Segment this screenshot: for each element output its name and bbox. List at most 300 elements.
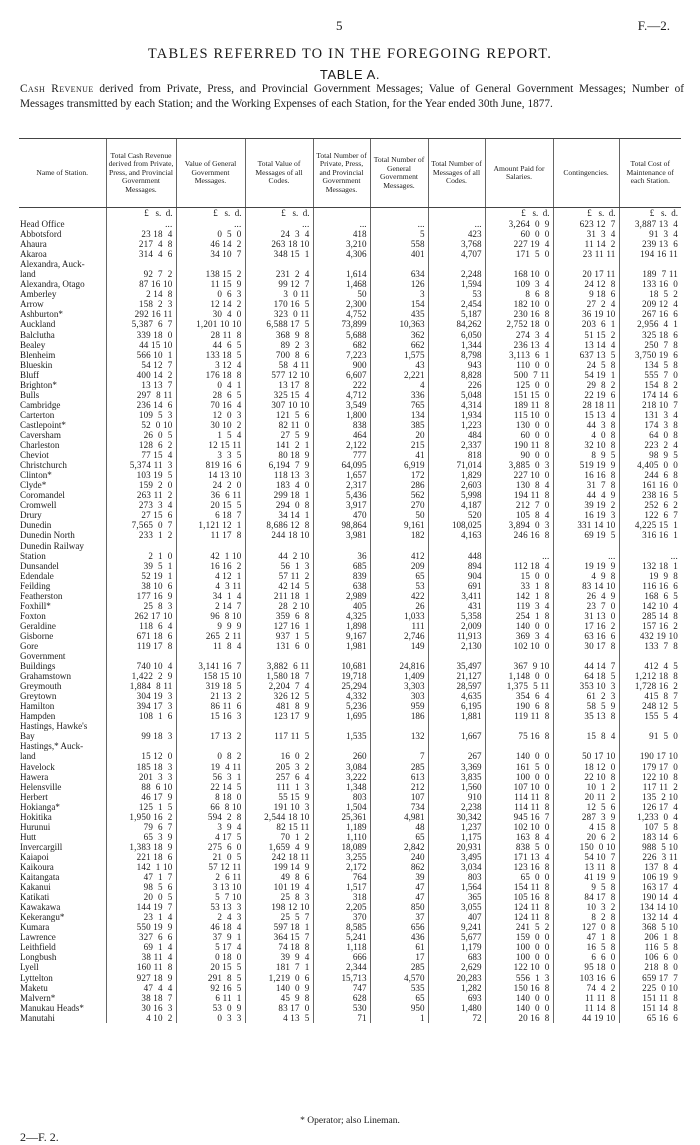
count-cell: 666 (313, 952, 370, 962)
count-cell: 61 (370, 942, 428, 952)
money-cell: 92 16 5 (176, 983, 245, 993)
money-cell: 174 14 6 (619, 390, 681, 400)
money-cell: 937 1 5 (245, 631, 313, 641)
count-cell (313, 651, 370, 661)
money-cell: 8 2 8 (553, 912, 619, 922)
count-cell: 2,221 (370, 370, 428, 380)
count-cell (428, 541, 485, 551)
count-cell: 405 (313, 601, 370, 611)
count-cell: 470 (313, 510, 370, 520)
table-row (19, 832, 681, 842)
money-cell: 359 6 8 (245, 611, 313, 621)
money-cell: 30 4 0 (176, 309, 245, 319)
count-cell: 65 (370, 832, 428, 842)
money-cell: 257 6 4 (245, 772, 313, 782)
units-cell: £ s. d. (619, 208, 681, 220)
count-cell: 685 (313, 561, 370, 571)
count-cell: 683 (428, 952, 485, 962)
money-cell: 66 8 10 (176, 802, 245, 812)
count-cell: 691 (428, 581, 485, 591)
station-name-cell: Hokitika (20, 811, 52, 822)
count-cell: 435 (370, 309, 428, 319)
station-name-cell: Lyell (20, 962, 39, 973)
money-cell: 82 15 11 (245, 822, 313, 832)
money-cell: 316 16 1 (619, 530, 681, 540)
station-name-cell: Dunedin (20, 520, 52, 531)
money-cell: 225 0 10 (619, 983, 681, 993)
money-cell: 15 16 3 (176, 711, 245, 721)
money-cell: 119 11 8 (485, 711, 553, 721)
money-cell: 190 11 8 (485, 440, 553, 450)
money-cell: 16 19 3 (553, 510, 619, 520)
money-cell: 206 1 8 (619, 932, 681, 942)
station-name-cell: Grahamstown (20, 671, 72, 682)
count-cell: 431 (428, 601, 485, 611)
station-name-cell: Hastings,* Auck- (20, 741, 84, 752)
money-cell: 115 10 0 (485, 410, 553, 420)
money-cell: 24 12 8 (553, 279, 619, 289)
money-cell: 111 1 3 (245, 782, 313, 792)
money-cell: 83 17 0 (245, 1003, 313, 1013)
money-cell: 3,882 6 11 (245, 661, 313, 671)
money-cell: 238 16 5 (619, 490, 681, 500)
count-cell: 5,048 (428, 390, 485, 400)
money-cell (176, 259, 245, 269)
count-cell: 628 (313, 993, 370, 1003)
money-cell: 36 6 11 (176, 490, 245, 500)
money-cell: 23 7 0 (553, 601, 619, 611)
money-cell: 199 14 9 (245, 862, 313, 872)
count-cell: 1,575 (370, 350, 428, 360)
money-cell: 3,113 6 1 (485, 350, 553, 360)
count-cell: 108,025 (428, 520, 485, 530)
money-cell: 109 5 3 (106, 410, 176, 420)
money-cell: 99 12 7 (245, 279, 313, 289)
count-cell: 8,585 (313, 922, 370, 932)
money-cell: 131 3 4 (619, 410, 681, 420)
table-row (19, 902, 681, 912)
money-cell: 3,885 0 3 (485, 460, 553, 470)
money-cell: 140 0 0 (485, 621, 553, 631)
money-cell: 30 16 3 (106, 1003, 176, 1013)
count-cell: 3,034 (428, 862, 485, 872)
table-row (19, 500, 681, 510)
money-cell: 25 5 7 (245, 912, 313, 922)
table-row (19, 782, 681, 792)
money-cell: 1,950 16 2 (106, 812, 176, 822)
money-cell: 263 18 10 (245, 239, 313, 249)
count-cell: 765 (370, 400, 428, 410)
money-cell: 56 1 3 (245, 561, 313, 571)
money-cell: 122 10 8 (619, 772, 681, 782)
money-cell: 2,752 18 0 (485, 319, 553, 329)
money-cell: 91 5 0 (619, 731, 681, 741)
money-cell: 30 10 2 (176, 420, 245, 430)
count-cell: 464 (313, 430, 370, 440)
count-cell: 336 (370, 390, 428, 400)
count-cell: 839 (313, 571, 370, 581)
money-cell: 659 17 7 (619, 973, 681, 983)
count-cell: 107 (370, 792, 428, 802)
money-cell: 151 14 8 (619, 1003, 681, 1013)
money-cell: 181 7 1 (245, 962, 313, 972)
money-cell: 2 14 7 (176, 601, 245, 611)
count-cell: 418 (313, 229, 370, 239)
money-cell: 74 18 8 (245, 942, 313, 952)
column-header: Total Number of General Government Messages. (370, 139, 428, 208)
station-name-cell: Abbotsford (20, 229, 62, 240)
money-cell: 353 10 3 (553, 681, 619, 691)
count-cell: 9,241 (428, 922, 485, 932)
station-name-cell: Lawrence (20, 932, 56, 943)
count-cell: 3,768 (428, 239, 485, 249)
count-cell: 362 (370, 330, 428, 340)
money-cell: 211 18 1 (245, 591, 313, 601)
money-cell: 27 2 4 (553, 299, 619, 309)
money-cell: 8,686 12 8 (245, 520, 313, 530)
count-cell: 7 (370, 751, 428, 761)
money-cell: 22 10 8 (553, 772, 619, 782)
money-cell: 27 5 9 (245, 430, 313, 440)
count-cell: ... (370, 219, 428, 229)
station-name-cell: Clyde* (20, 480, 47, 491)
money-cell: 15 0 0 (485, 571, 553, 581)
money-cell: 519 19 9 (553, 460, 619, 470)
money-cell: 42 1 10 (176, 551, 245, 561)
money-cell: 61 2 3 (553, 691, 619, 701)
table-row (19, 370, 681, 380)
money-cell: 13 14 4 (553, 340, 619, 350)
money-cell: 69 1 4 (106, 942, 176, 952)
table-row (19, 621, 681, 631)
money-cell: 3 13 10 (176, 882, 245, 892)
table-row (19, 1013, 681, 1023)
money-cell: 31 13 0 (553, 611, 619, 621)
station-name-cell: Katikati (20, 892, 50, 903)
money-cell: 46 14 2 (176, 239, 245, 249)
count-cell: 613 (370, 772, 428, 782)
money-cell: 150 0 10 (553, 842, 619, 852)
money-cell: 114 11 8 (485, 792, 553, 802)
count-cell: 25,294 (313, 681, 370, 691)
money-cell: 51 15 2 (553, 330, 619, 340)
footnote: * Operator; also Lineman. (300, 1116, 400, 1126)
money-cell: 30 17 8 (553, 641, 619, 651)
money-cell: 623 12 7 (553, 219, 619, 229)
money-cell: 159 0 0 (485, 932, 553, 942)
money-cell: 98 5 6 (106, 882, 176, 892)
count-cell: 484 (428, 430, 485, 440)
count-cell: 43 (370, 360, 428, 370)
count-cell: 3,495 (428, 852, 485, 862)
station-name-cell: Alexandra, Otago (20, 279, 85, 290)
count-cell: 5 (370, 229, 428, 239)
count-cell: 2,989 (313, 591, 370, 601)
station-name-cell: Gisborne (20, 630, 54, 641)
count-cell: 303 (370, 691, 428, 701)
table-row (19, 661, 681, 671)
table-row (19, 450, 681, 460)
table-row (19, 269, 681, 279)
units-cell: £ s. d. (245, 208, 313, 220)
count-cell: 943 (428, 360, 485, 370)
money-cell: 194 16 11 (619, 249, 681, 259)
money-cell: 297 8 11 (106, 390, 176, 400)
count-cell: 72 (428, 1013, 485, 1023)
count-cell: 2,238 (428, 802, 485, 812)
count-cell: 1,535 (313, 731, 370, 741)
money-cell: 13 11 8 (553, 862, 619, 872)
count-cell: 50 (313, 289, 370, 299)
money-cell: 112 18 4 (485, 561, 553, 571)
table-row (19, 892, 681, 902)
count-cell: 111 (370, 621, 428, 631)
money-cell: 3,750 19 6 (619, 350, 681, 360)
money-cell: 1,728 16 2 (619, 681, 681, 691)
money-cell: 597 18 1 (245, 922, 313, 932)
page-number: 5 (336, 18, 343, 33)
money-cell: 47 1 7 (106, 872, 176, 882)
money-cell: 394 17 3 (106, 701, 176, 711)
money-cell: 151 11 8 (619, 993, 681, 1003)
money-cell: 566 10 1 (106, 350, 176, 360)
count-cell (370, 721, 428, 731)
money-cell: 171 5 0 (485, 249, 553, 259)
money-cell: 671 18 6 (106, 631, 176, 641)
table-row (19, 751, 681, 761)
station-name-cell: Bay (20, 731, 35, 742)
money-cell: 3,887 13 4 (619, 219, 681, 229)
station-name-cell: Longbush (20, 952, 57, 963)
money-cell: 1,233 0 4 (619, 812, 681, 822)
units-cell (19, 208, 106, 220)
money-cell: 367 9 10 (485, 661, 553, 671)
table-row (19, 380, 681, 390)
money-cell: 550 19 9 (106, 922, 176, 932)
money-cell: 44 2 10 (245, 551, 313, 561)
money-cell: 265 2 11 (176, 631, 245, 641)
units-cell: £ s. d. (553, 208, 619, 220)
money-cell: 331 14 10 (553, 520, 619, 530)
table-row (19, 711, 681, 721)
money-cell: 39 19 2 (553, 500, 619, 510)
money-cell: 33 1 8 (485, 581, 553, 591)
station-name-cell: Clinton* (20, 470, 52, 481)
money-cell: 134 5 8 (619, 360, 681, 370)
money-cell: 124 11 8 (485, 902, 553, 912)
money-cell: 117 11 2 (619, 782, 681, 792)
table-row (19, 731, 681, 741)
money-cell: 130 0 0 (485, 420, 553, 430)
count-cell: 2,842 (370, 842, 428, 852)
money-cell: 116 5 8 (619, 942, 681, 952)
money-cell: 92 7 2 (106, 269, 176, 279)
count-cell: 209 (370, 561, 428, 571)
count-cell: 4,570 (370, 973, 428, 983)
money-cell: 20 0 5 (106, 892, 176, 902)
table-row (19, 249, 681, 259)
money-cell: 65 16 6 (619, 1013, 681, 1023)
money-cell (619, 721, 681, 731)
money-cell: 218 8 0 (619, 962, 681, 972)
count-cell: 1,800 (313, 410, 370, 420)
money-cell: 2,204 7 4 (245, 681, 313, 691)
count-cell (370, 651, 428, 661)
count-cell: 4,635 (428, 691, 485, 701)
money-cell: 12 0 3 (176, 410, 245, 420)
money-cell: 133 7 8 (619, 641, 681, 651)
money-cell: 160 11 8 (106, 962, 176, 972)
money-cell: 19 4 11 (176, 762, 245, 772)
count-cell: 900 (313, 360, 370, 370)
count-cell: 2,122 (313, 440, 370, 450)
money-cell: 700 8 6 (245, 350, 313, 360)
count-cell: 3,055 (428, 902, 485, 912)
station-name-cell: Coromandel (20, 490, 65, 501)
money-cell (485, 721, 553, 731)
count-cell: 2,746 (370, 631, 428, 641)
count-cell: 910 (428, 792, 485, 802)
count-cell: 1,110 (313, 832, 370, 842)
money-cell: 70 1 2 (245, 832, 313, 842)
count-cell: 10,681 (313, 661, 370, 671)
money-cell: 64 18 5 (553, 671, 619, 681)
money-cell: 122 6 7 (619, 510, 681, 520)
money-cell: 32 10 8 (553, 440, 619, 450)
table-row (19, 289, 681, 299)
money-cell: 86 11 6 (176, 701, 245, 711)
units-cell (313, 208, 370, 220)
count-cell: 1,657 (313, 470, 370, 480)
money-cell: ... (106, 219, 176, 229)
money-cell: 27 15 6 (106, 510, 176, 520)
money-cell: 87 16 10 (106, 279, 176, 289)
money-cell: 594 2 8 (176, 812, 245, 822)
money-cell: 23 1 4 (106, 912, 176, 922)
station-name-cell: Manukau Heads* (20, 1002, 84, 1013)
station-name-cell: Edendale (20, 570, 54, 581)
count-cell: 3 (370, 289, 428, 299)
money-cell: 1,375 5 11 (485, 681, 553, 691)
units-cell: £ s. d. (176, 208, 245, 220)
money-cell (619, 651, 681, 661)
money-cell: 24 2 0 (176, 480, 245, 490)
table-row (19, 772, 681, 782)
table-row (19, 460, 681, 470)
money-cell: 10 1 2 (553, 782, 619, 792)
money-cell: 4 9 8 (553, 571, 619, 581)
column-header: Total Cash Revenue derived from Private, Press, and Provincial Government Messages. (106, 139, 176, 208)
money-cell: 9 18 6 (553, 289, 619, 299)
count-cell: 4,981 (370, 812, 428, 822)
station-name-cell: land (20, 751, 36, 762)
money-cell: 5 7 10 (176, 892, 245, 902)
money-cell: 254 1 8 (485, 611, 553, 621)
money-cell: 4 0 8 (553, 430, 619, 440)
money-cell: 44 3 8 (553, 420, 619, 430)
money-cell: 25 8 3 (106, 601, 176, 611)
units-cell (370, 208, 428, 220)
station-name-cell: Blenheim (20, 349, 56, 360)
money-cell: 125 1 5 (106, 802, 176, 812)
station-name-cell: Greytown (20, 691, 57, 702)
money-cell: 6 18 7 (176, 510, 245, 520)
money-cell: 198 12 10 (245, 902, 313, 912)
money-cell: 183 4 0 (245, 480, 313, 490)
table-row (19, 802, 681, 812)
money-cell: 144 19 7 (106, 902, 176, 912)
money-cell: 128 6 2 (106, 440, 176, 450)
money-cell: 163 8 4 (485, 832, 553, 842)
money-cell: 0 6 3 (176, 289, 245, 299)
count-cell: 6,919 (370, 460, 428, 470)
count-cell: 35,497 (428, 661, 485, 671)
station-name-cell: land (20, 269, 36, 280)
count-cell: 1,504 (313, 802, 370, 812)
count-cell: 4,752 (313, 309, 370, 319)
count-cell (428, 741, 485, 751)
money-cell: 20 16 8 (485, 1013, 553, 1023)
count-cell (370, 259, 428, 269)
count-cell: 803 (428, 872, 485, 882)
money-cell: 11 8 4 (176, 641, 245, 651)
table-row (19, 541, 681, 551)
money-cell: 28 11 8 (176, 330, 245, 340)
money-cell: 98 9 5 (619, 450, 681, 460)
count-cell: 2,248 (428, 269, 485, 279)
count-cell: 3,549 (313, 400, 370, 410)
count-cell: 8,798 (428, 350, 485, 360)
table-header-row (19, 139, 681, 208)
money-cell: 100 0 0 (485, 772, 553, 782)
money-cell: 20 15 5 (176, 500, 245, 510)
money-cell: 52 19 1 (106, 571, 176, 581)
count-cell: 3,084 (313, 762, 370, 772)
money-cell: 138 15 2 (176, 269, 245, 279)
money-cell: 44 6 5 (176, 340, 245, 350)
count-cell: 1,175 (428, 832, 485, 842)
count-cell: 365 (428, 892, 485, 902)
revenue-table (19, 138, 681, 1023)
station-name-cell: Featherston (20, 590, 63, 601)
money-cell: 221 18 6 (106, 852, 176, 862)
money-cell: 20 15 5 (176, 962, 245, 972)
station-name-cell: Kawakawa (20, 902, 61, 913)
station-name-cell: Kaiapoi (20, 851, 49, 862)
count-cell: 20,283 (428, 973, 485, 983)
count-cell: 6,607 (313, 370, 370, 380)
money-cell: 155 5 4 (619, 711, 681, 721)
money-cell: 25 8 3 (245, 892, 313, 902)
money-cell: 44 14 7 (553, 661, 619, 671)
money-cell: 119 17 8 (106, 641, 176, 651)
money-cell: 364 15 7 (245, 932, 313, 942)
table-row (19, 792, 681, 802)
money-cell: 250 7 8 (619, 340, 681, 350)
money-cell: 205 3 2 (245, 762, 313, 772)
count-cell: 226 (428, 380, 485, 390)
money-cell: 339 18 0 (106, 330, 176, 340)
count-cell: 182 (370, 530, 428, 540)
money-cell: 4 17 5 (176, 832, 245, 842)
money-cell: 95 18 0 (553, 962, 619, 972)
count-cell: 520 (428, 510, 485, 520)
table-row (19, 812, 681, 822)
money-cell: 231 2 4 (245, 269, 313, 279)
count-cell: ... (428, 219, 485, 229)
count-cell: 132 (370, 731, 428, 741)
money-cell: 1,148 0 0 (485, 671, 553, 681)
